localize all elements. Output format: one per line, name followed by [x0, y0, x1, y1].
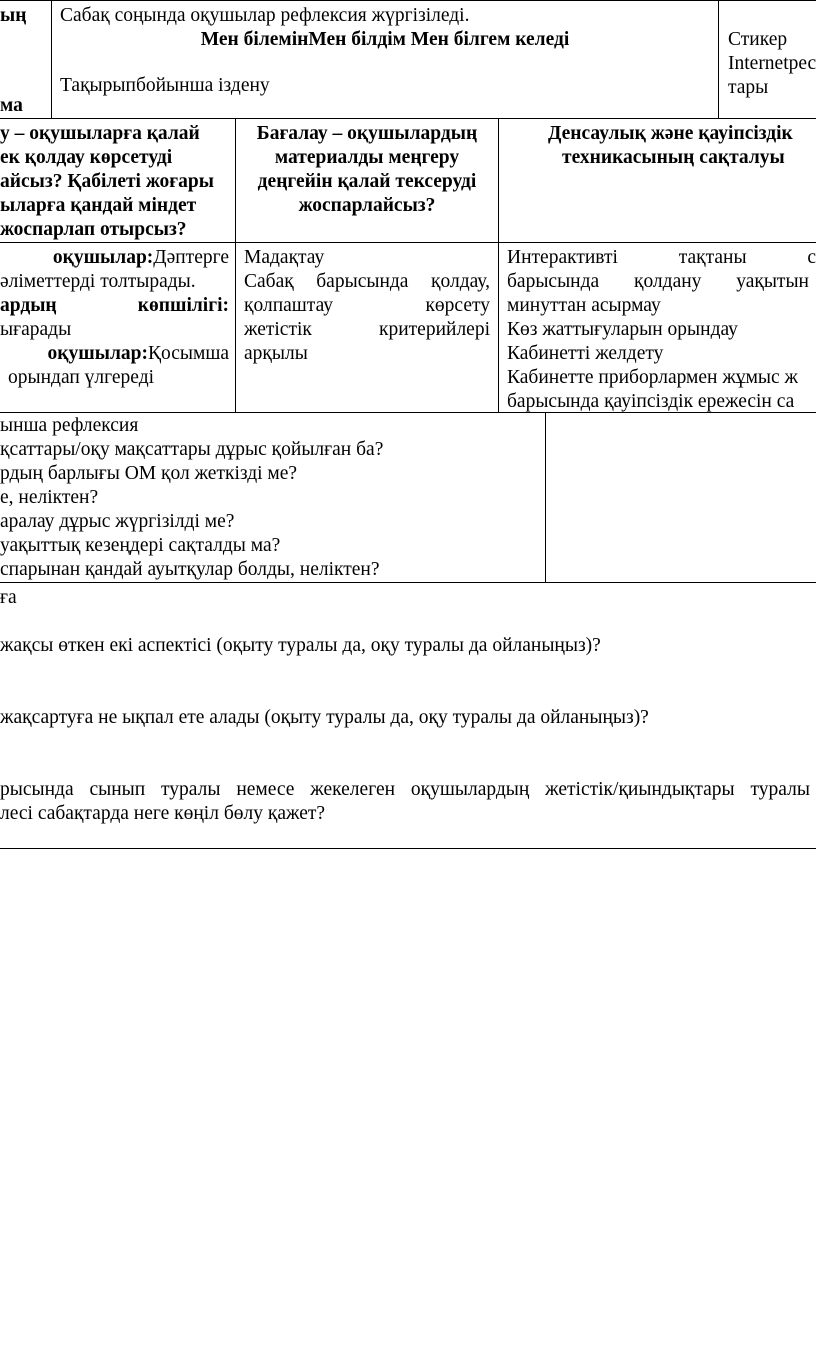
diff-line2: әліметтерді толтырады. [0, 271, 196, 292]
reflection-row-bottom-border [0, 582, 816, 583]
row1-divider-left [51, 0, 52, 118]
assess-line2 [244, 270, 490, 294]
row1-left-line2: ма [0, 95, 23, 116]
health-line3: минуттан асырмау [507, 295, 661, 316]
row1-right-line2: Internetрес [728, 53, 816, 74]
diff-line3-a: ардың [0, 295, 57, 316]
header-assessment-line4: жоспарлайсыз? [298, 195, 436, 216]
header-health-line2: техникасының сақталуы [562, 147, 785, 168]
diff-line6: орындап үлгереді [8, 367, 155, 388]
summary-question-3-line1 [0, 778, 810, 802]
reflection-q2: рдың барлығы ОМ қол жеткізді ме? [0, 463, 298, 484]
assess-line2-w1: Сабақ [244, 271, 294, 292]
assess-line5: арқылы [244, 343, 308, 364]
header-differentiation-line1: у – оқушыларға қалай [0, 123, 200, 144]
health-line1-w1: Интерактивті [507, 247, 618, 268]
q3-word-2: сынып [89, 779, 146, 800]
table-top-border [0, 0, 816, 1]
q3-word-4: немесе [236, 779, 295, 800]
reflection-title: ынша рефлексия [0, 415, 139, 436]
diff-line1 [0, 246, 229, 270]
diff-line1-bold: оқушылар: [52, 247, 154, 268]
reflection-q6: спарынан қандай ауытқулар болды, неліктен? [0, 559, 380, 580]
health-line5: Кабинетті желдету [507, 343, 664, 364]
q3-word-8: туралы [750, 779, 810, 800]
header-assessment-line2: материалды меңгеру [274, 147, 460, 168]
diff-line3 [0, 294, 229, 318]
header-assessment-line3: деңгейін қалай тексеруді [257, 171, 477, 192]
header-row-bottom-border [0, 242, 816, 243]
diff-line5-bold: оқушылар: [47, 343, 148, 364]
summary-label: ға [0, 587, 17, 608]
health-line2-w3: уақытын [736, 271, 809, 292]
health-line1-w3: с [807, 247, 816, 268]
diff-line1-rest: Дәптерге [153, 247, 229, 268]
assess-line3 [244, 294, 490, 318]
q3-word-5: жекелеген [310, 779, 396, 800]
row1-right-line1: Стикер [728, 29, 788, 50]
diff-line5 [0, 342, 229, 366]
health-line2-w2: қолдану [633, 271, 702, 292]
reflection-q3: е, неліктен? [0, 487, 99, 508]
row1-middle-heading: Мен білемінМен білдім Мен білгем келеді [200, 29, 570, 50]
health-line6: Кабинетте приборлармен жұмыс ж [507, 367, 799, 388]
health-line4: Көз жаттығуларын орындау [507, 319, 738, 340]
row1-middle-line1: Сабақ соңында оқушылар рефлексия жүргізіледі. [60, 5, 470, 26]
row1-left-line1: ың [0, 5, 27, 26]
diff-line4: ығарады [0, 319, 72, 340]
assess-line3-w2: көрсету [425, 295, 490, 316]
header-assessment-line1: Бағалау – оқушылардың [256, 123, 478, 144]
diff-line5-rest: Қосымша [147, 343, 229, 364]
assess-line4-w2: критерийлері [378, 319, 490, 340]
header-differentiation-line4: ыларға қандай міндет [0, 195, 197, 216]
assess-line4-w1: жетістік [244, 319, 312, 340]
reflection-divider [545, 412, 546, 582]
header-differentiation-line3: айсыз? Қабілеті жоғары [0, 171, 214, 192]
header-differentiation-line2: ек қолдау көрсетуді [0, 147, 173, 168]
row1-divider-right [718, 0, 719, 118]
summary-question-1: жақсы өткен екі аспектісі (оқыту туралы да, оқу туралы да ойланыңыз)? [0, 635, 601, 656]
summary-bottom-border [0, 848, 816, 849]
health-line2 [507, 270, 809, 294]
assess-line2-w3: қолдау, [431, 271, 490, 292]
row1-bottom-border [0, 118, 816, 119]
summary-question-2: жақсартуға не ықпал ете алады (оқыту туралы да, оқу туралы да ойланыңыз)? [0, 707, 649, 728]
assess-line1: Мадақтау [244, 247, 325, 268]
assess-line4 [244, 318, 490, 342]
health-line1 [507, 246, 816, 270]
q3-word-3: туралы [161, 779, 221, 800]
q3-word-1: рысында [0, 779, 74, 800]
health-line2-w1: барысында [507, 271, 600, 292]
reflection-q4: аралау дұрыс жүргізілді ме? [0, 511, 235, 532]
reflection-q1: қсаттары/оқу мақсаттары дұрыс қойылған ба? [0, 439, 384, 460]
health-line7: барысында қауіпсіздік ережесін са [507, 391, 795, 412]
header-differentiation-line5: жоспарлап отырсыз? [0, 219, 187, 240]
row1-middle-line3: Тақырыпбойынша іздену [60, 75, 270, 96]
assess-line2-w2: барысында [316, 271, 409, 292]
header-health-line1: Денсаулық және қауіпсіздік [548, 123, 793, 144]
q3-word-6: оқушылардың [410, 779, 530, 800]
reflection-q5: уақыттық кезеңдері сақталды ма? [0, 535, 281, 556]
diff-line3-b: көпшілігі: [137, 295, 229, 316]
summary-question-3-line2: лесі сабақтарда неге көңіл бөлу қажет? [0, 803, 326, 824]
mid-divider-right [498, 118, 499, 412]
assess-line3-w1: қолпаштау [244, 295, 333, 316]
health-line1-w2: тақтаны [678, 247, 747, 268]
q3-word-7: жетістік/қиындықтары [545, 779, 735, 800]
row1-right-line3: тары [728, 77, 769, 98]
